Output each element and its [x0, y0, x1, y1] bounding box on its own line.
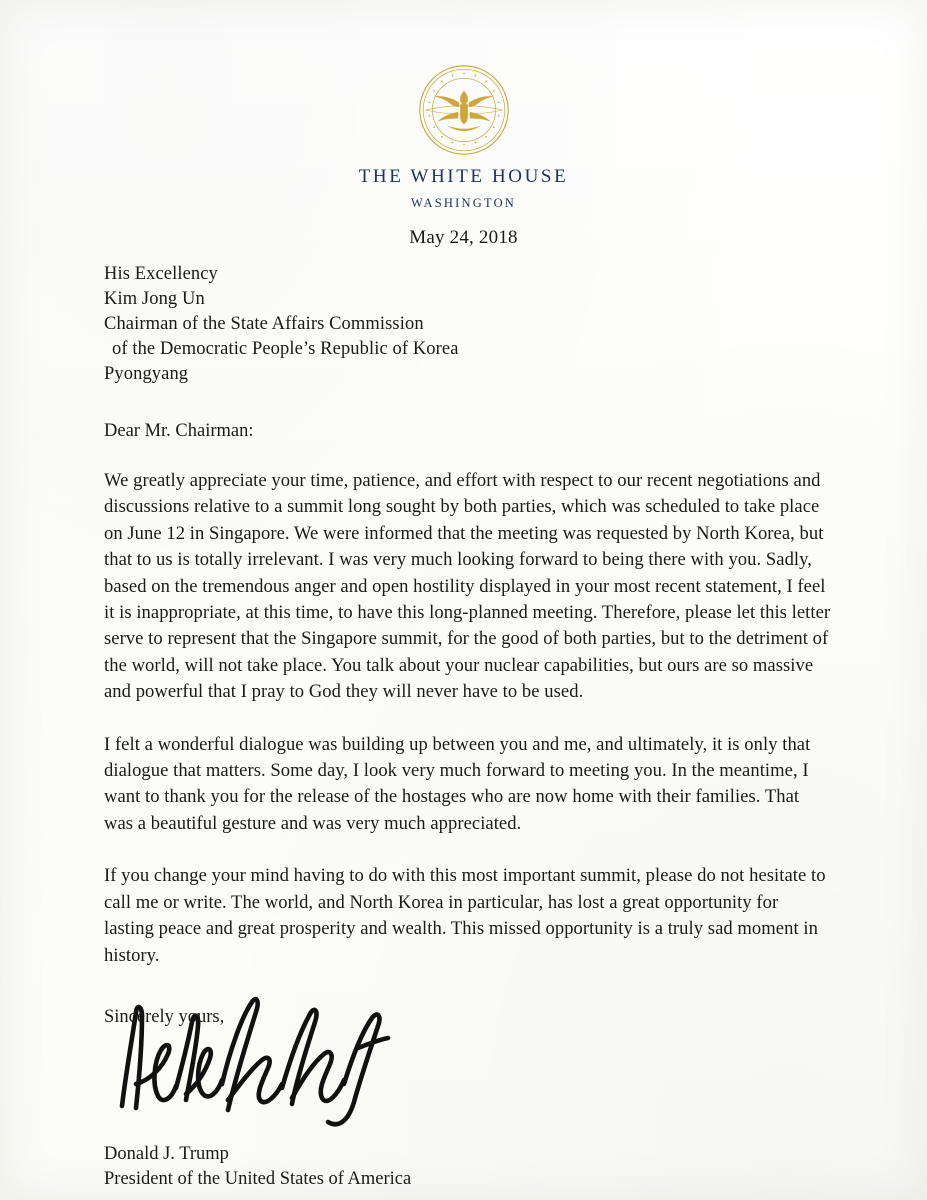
salutation: Dear Mr. Chairman: [104, 421, 254, 441]
paragraph-2: I felt a wonderful dialogue was building up between you and me, and ultimately, it is only that dialogue that matters. Some day, I look very much forward to meeting you. In the meantime, I want to thank you for the release of the hostages who are now home with their families. That was a beautiful gesture and was very much appreciated. [104, 733, 811, 834]
signer-block [104, 1142, 831, 1192]
letter-date: May 24, 2018 [409, 227, 518, 248]
addressee-line-3: Chairman of the State Affairs Commission [104, 314, 424, 334]
signature-area [104, 1012, 831, 1140]
addressee-line-1: His Excellency [104, 264, 218, 284]
handwritten-signature-icon [106, 988, 406, 1138]
closing: Sincerely yours, [104, 1006, 225, 1027]
signer-name: Donald J. Trump [104, 1143, 229, 1164]
presidential-seal-icon [416, 62, 512, 158]
addressee-line-2: Kim Jong Un [104, 289, 205, 309]
letterhead [0, 166, 927, 249]
addressee-line-5: Pyongyang [104, 364, 189, 384]
paragraph-3: If you change your mind having to do with this most important summit, please do not hesitate to call me or write. The world, and North Korea in particular, has lost a great opportunity for lasting peace and great prosperity and wealth. This missed opportunity is a truly sad moment in history. [104, 865, 826, 966]
addressee-block [104, 262, 831, 387]
letterhead-city: WASHINGTON [410, 196, 517, 210]
addressee-line-4: of the Democratic People’s Republic of Korea [112, 339, 459, 359]
paragraph-1: We greatly appreciate your time, patience, and effort with respect to our recent negotiations and discussions relative to a summit long sought by both parties, which was scheduled to take place on June 12 in Singapore. We were informed that the meeting was requested by North Korea, but that to us is totally irrelevant. I was very much looking forward to being there with you. Sadly, based on the tremendous anger and open hostility displayed in your most recent statement, I feel it is inappropriate, at this time, to have this long-planned meeting. Therefore, please let this letter serve to represent that the Singapore summit, for the good of both parties, but to the detriment of the world, will not take place. You talk about your nuclear capabilities, but ours are so massive and powerful that I pray to God they will never have to be used. [104, 470, 831, 703]
signer-title: President of the United States of America [104, 1168, 412, 1189]
letter-body [104, 262, 831, 1192]
letterhead-title: THE WHITE HOUSE [358, 166, 569, 187]
